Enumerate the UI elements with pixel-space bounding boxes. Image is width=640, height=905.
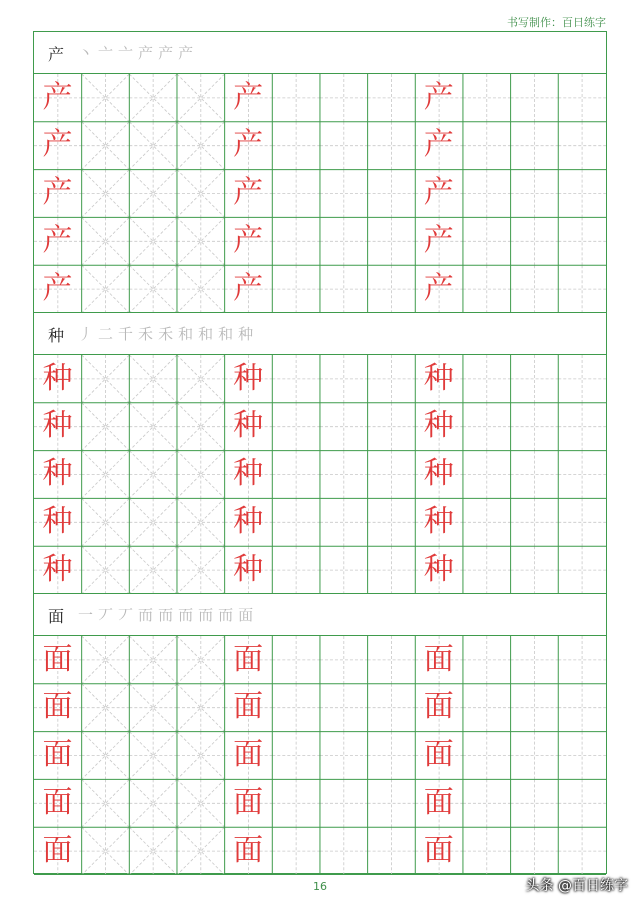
practice-character: 面 (423, 832, 454, 868)
grid-lines (34, 355, 606, 594)
practice-character: 面 (42, 689, 73, 725)
practice-character: 种 (423, 360, 454, 396)
stroke-step: 亠 (98, 44, 119, 62)
stroke-step: 面 (238, 606, 259, 624)
character-section (34, 594, 606, 875)
practice-character: 面 (42, 832, 73, 868)
practice-character: 种 (233, 456, 264, 492)
stroke-step: 亠 (118, 44, 139, 62)
header-character: 产 (48, 45, 65, 64)
stroke-step: 丆 (118, 606, 139, 624)
practice-character: 产 (423, 222, 454, 258)
stroke-step: 和 (198, 325, 219, 343)
practice-character: 产 (42, 79, 73, 115)
stroke-step: 产 (158, 44, 179, 62)
watermark: 头条 @百日练字 (525, 878, 628, 894)
section-header (34, 594, 606, 636)
practice-character: 面 (233, 832, 264, 868)
practice-character: 产 (233, 270, 264, 306)
practice-character: 种 (42, 408, 73, 444)
practice-character: 面 (423, 689, 454, 725)
stroke-order-sequence (78, 323, 258, 344)
practice-character: 面 (423, 737, 454, 773)
practice-grid (34, 636, 606, 875)
practice-character: 种 (233, 503, 264, 539)
practice-character: 种 (42, 360, 73, 396)
stroke-order-sequence (78, 604, 258, 625)
stroke-step: 一 (78, 606, 99, 624)
practice-character: 种 (233, 408, 264, 444)
practice-character: 种 (233, 551, 264, 587)
header-character: 面 (48, 607, 65, 626)
stroke-order-sequence (78, 42, 198, 63)
practice-character: 面 (423, 784, 454, 820)
practice-character: 产 (42, 270, 73, 306)
practice-character: 产 (233, 79, 264, 115)
section-header (34, 32, 606, 74)
practice-character: 产 (423, 270, 454, 306)
stroke-step: 而 (218, 606, 239, 624)
stroke-step: 而 (178, 606, 199, 624)
stroke-step: 二 (98, 325, 119, 343)
practice-character: 产 (233, 175, 264, 211)
stroke-step: 丆 (98, 606, 119, 624)
stroke-step: 产 (138, 44, 159, 62)
practice-character: 种 (423, 503, 454, 539)
author-credit: 书写制作：百日练字 (507, 16, 606, 29)
practice-character: 面 (42, 737, 73, 773)
practice-character: 面 (423, 641, 454, 677)
practice-character: 面 (233, 641, 264, 677)
practice-character: 种 (42, 551, 73, 587)
stroke-step: 和 (218, 325, 239, 343)
character-section (34, 313, 606, 594)
stroke-step: 千 (118, 325, 139, 343)
stroke-step: 种 (238, 325, 259, 343)
practice-character: 面 (233, 737, 264, 773)
practice-character: 产 (233, 127, 264, 163)
practice-character: 产 (423, 175, 454, 211)
character-section (34, 32, 606, 313)
stroke-step: 产 (178, 44, 199, 62)
stroke-step: 禾 (138, 325, 159, 343)
stroke-step: 而 (158, 606, 179, 624)
practice-character: 面 (233, 689, 264, 725)
stroke-step: 丶 (78, 44, 99, 62)
page-number: 16 (313, 880, 327, 893)
practice-character: 产 (233, 222, 264, 258)
practice-character: 面 (233, 784, 264, 820)
stroke-step: 丿 (78, 325, 99, 343)
practice-character: 产 (423, 127, 454, 163)
stroke-step: 而 (198, 606, 219, 624)
practice-character: 种 (42, 456, 73, 492)
practice-character: 面 (42, 641, 73, 677)
grid-lines (34, 636, 606, 875)
practice-grid (34, 74, 606, 313)
practice-character: 种 (233, 360, 264, 396)
practice-character: 产 (42, 175, 73, 211)
practice-character: 产 (42, 127, 73, 163)
practice-grid (34, 355, 606, 594)
practice-character: 产 (423, 79, 454, 115)
practice-character: 种 (423, 551, 454, 587)
stroke-step: 禾 (158, 325, 179, 343)
header-character: 种 (48, 326, 65, 345)
practice-character: 种 (423, 456, 454, 492)
practice-character: 种 (423, 408, 454, 444)
practice-character: 种 (42, 503, 73, 539)
section-header (34, 313, 606, 355)
stroke-step: 和 (178, 325, 199, 343)
practice-character: 面 (42, 784, 73, 820)
practice-character: 产 (42, 222, 73, 258)
stroke-step: 而 (138, 606, 159, 624)
grid-lines (34, 74, 606, 313)
practice-sheet (33, 31, 607, 874)
